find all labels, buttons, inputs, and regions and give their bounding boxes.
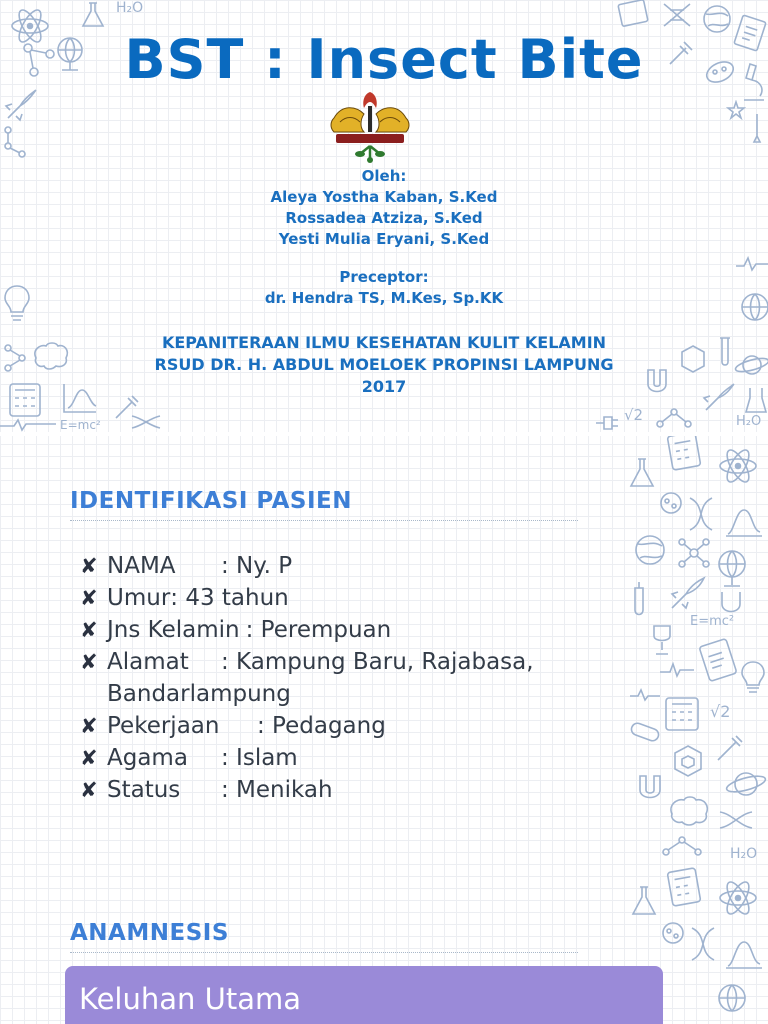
patient-identification-slide [0, 436, 768, 1024]
cross-mark-icon: ✘ [80, 586, 98, 610]
brain-icon [666, 794, 712, 830]
globe-icon [632, 532, 668, 568]
field-value-continued: Bandarlampung [107, 681, 291, 707]
list-item-alamat [80, 646, 534, 710]
bacteria-icon [658, 918, 688, 948]
author-name: Aleya Yostha Kaban, S.Ked [270, 188, 498, 206]
list-item-pekerjaan [80, 710, 534, 742]
rocket-icon [666, 574, 708, 614]
trophy-icon [650, 622, 674, 658]
cross-mark-icon: ✘ [80, 650, 98, 674]
field-label: Jns Kelamin [107, 617, 240, 643]
dna-icon [660, 0, 694, 30]
preceptor-block [14, 267, 754, 309]
dna-icon [130, 412, 162, 432]
heartbeat-icon [0, 418, 56, 432]
calculator-icon [662, 694, 702, 734]
sqrt-doodle: √2 [710, 702, 731, 721]
calculator-icon [664, 436, 704, 474]
flask-icon [78, 0, 108, 30]
capsule-icon [628, 720, 662, 744]
keluhan-utama-box [65, 966, 663, 1024]
cross-mark-icon: ✘ [80, 554, 98, 578]
rocket-icon [0, 86, 40, 126]
hospital-name: RSUD DR. H. ABDUL MOELOEK PROPINSI LAMPUNG [154, 355, 614, 374]
field-value: : Pedagang [257, 713, 386, 739]
plug-icon [594, 414, 622, 432]
sqrt-doodle: √2 [624, 406, 644, 424]
pipette-icon [748, 112, 766, 146]
section-title-identifikasi: IDENTIFIKASI PASIEN [70, 488, 353, 514]
field-label: Pekerjaan [107, 713, 220, 739]
section-title-anamnesis: ANAMNESIS [70, 920, 229, 946]
atom-icon [716, 876, 760, 920]
section-divider [70, 952, 578, 953]
field-value: : Islam [221, 745, 298, 771]
tablet-icon [614, 0, 654, 30]
field-label: Alamat [107, 649, 189, 675]
author-name: Yesti Mulia Eryani, S.Ked [278, 230, 490, 248]
book-icon [696, 636, 740, 686]
presentation-title: BST : Insect Bite [124, 28, 644, 91]
atom-icon [716, 444, 760, 488]
cross-mark-icon: ✘ [80, 618, 98, 642]
chart-icon [722, 932, 766, 972]
oleh-label: Oleh: [361, 167, 407, 185]
molecule-icon [668, 742, 708, 782]
list-item-status [80, 774, 534, 806]
list-item-agama [80, 742, 534, 774]
field-label: Umur [107, 585, 171, 611]
bacteria-icon [656, 488, 686, 518]
field-value: : Kampung Baru, Rajabasa, [221, 649, 534, 675]
patient-info-list [80, 550, 534, 806]
lightbulb-icon [738, 658, 768, 698]
cross-mark-icon: ✘ [80, 714, 98, 738]
globe-icon [712, 546, 752, 590]
list-item-jenis-kelamin [80, 614, 534, 646]
chart-icon [722, 500, 766, 540]
field-value: : Perempuan [245, 617, 392, 643]
section-divider [70, 520, 578, 521]
preceptor-name: dr. Hendra TS, M.Kes, Sp.KK [264, 289, 504, 307]
field-value: : Menikah [221, 777, 333, 803]
title-slide [0, 0, 768, 432]
list-item-umur [80, 582, 534, 614]
dna-icon [718, 808, 754, 832]
author-name: Rossadea Atziza, S.Ked [285, 209, 483, 227]
field-label: NAMA [107, 553, 176, 579]
syringe-icon [714, 732, 746, 764]
list-item-nama [80, 550, 534, 582]
field-value: : Ny. P [221, 553, 293, 579]
network-icon [0, 124, 30, 162]
planet-icon [724, 766, 768, 802]
network-icon [660, 832, 706, 862]
formula-doodle: E=mc² [690, 614, 735, 629]
star-icon [726, 100, 746, 120]
cross-mark-icon: ✘ [80, 746, 98, 770]
authors-block [14, 166, 754, 250]
h2o-doodle: H₂O [730, 846, 758, 862]
molecule-icon [676, 536, 712, 570]
department-name: KEPANITERAAN ILMU KESEHATAN KULIT KELAMIN [161, 333, 607, 352]
network-icon [654, 404, 694, 432]
keluhan-utama-label: Keluhan Utama [79, 982, 301, 1016]
globe-icon [712, 980, 752, 1024]
year: 2017 [361, 377, 407, 396]
preceptor-label: Preceptor: [339, 268, 429, 286]
flask-icon [628, 884, 660, 918]
university-torch-emblem-icon [330, 88, 410, 164]
dna-icon [686, 496, 716, 532]
formula-doodle: E=mc² [60, 418, 101, 432]
pipette-icon [626, 580, 652, 622]
h2o-doodle: H₂O [116, 0, 144, 16]
institution-block [14, 332, 754, 398]
h2o-doodle: H₂O [736, 414, 762, 429]
field-value: : 43 tahun [170, 585, 289, 611]
magnet-icon [634, 772, 666, 806]
flask-icon [626, 456, 658, 490]
heartbeat-icon [630, 688, 660, 702]
dna-icon [688, 926, 718, 962]
cross-mark-icon: ✘ [80, 778, 98, 802]
calculator-icon [664, 866, 704, 910]
heartbeat-icon [660, 662, 694, 678]
field-label: Agama [107, 745, 188, 771]
field-label: Status [107, 777, 181, 803]
